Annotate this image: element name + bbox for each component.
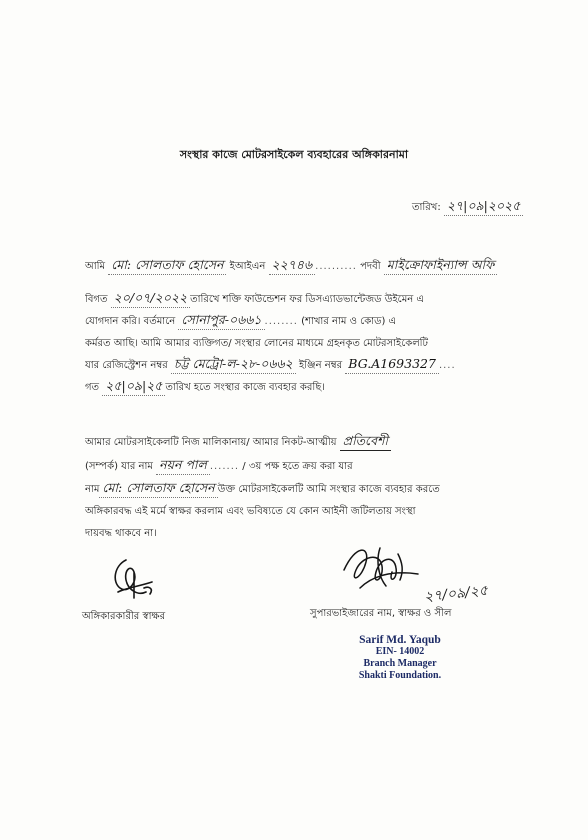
dotted-fill: .......... <box>315 261 357 272</box>
supervisor-stamp <box>330 634 470 682</box>
stamp-organization: Shakti Foundation. <box>358 670 442 681</box>
prefix-text: (সম্পর্ক) যার নাম <box>85 461 153 472</box>
relation-value: প্রতিবেশী <box>340 432 391 451</box>
supervisor-signature-label: সুপারভাইজারের নাম, স্বাক্ষর ও সীল <box>310 608 452 619</box>
line-text: / ৩য় পক্ষ হতে ক্রয় করা যার <box>242 461 353 472</box>
line-text: (শাখার নাম ও কোড) এ <box>301 316 397 327</box>
para2-line4 <box>85 501 517 523</box>
line-text: দায়বদ্ধ থাকবে না। <box>85 528 157 539</box>
buyer-name: মো: সোলতাফ হোসেন <box>99 479 217 498</box>
date-label: তারিখ: <box>412 202 441 213</box>
para1-line3 <box>85 311 517 333</box>
branch-name-code: সোনাপুর-০৬৬১ <box>178 311 264 330</box>
applicant-signature <box>104 552 164 604</box>
stamp-position: Branch Manager <box>363 658 437 669</box>
stamp-name: Sarif Md. Yaqub <box>359 634 441 646</box>
prefix-text: যার রেজিস্ট্রেশন নম্বর <box>85 360 168 371</box>
supervisor-signature-date: ২৭/০৯/২৫ <box>423 582 489 606</box>
owner-name: নয়ন পাল <box>156 456 210 475</box>
joining-date: ২০/০৭/২০২২ <box>111 289 190 308</box>
dotted-fill: ........ <box>264 316 298 327</box>
dotted-fill: ....... <box>209 461 240 472</box>
stamp-ein: EIN- 14002 <box>375 646 425 657</box>
para1-line5 <box>85 355 517 377</box>
line-text: অঙ্গিকারবদ্ধ এই মর্মে স্বাক্ষর করলাম এবং ভবিষ্যতে যে কোন আইনী জটিলতায় সংস্থা <box>85 506 416 517</box>
usage-start-date: ২৫|০৯|২৫ <box>102 377 165 396</box>
para1-line4 <box>85 333 517 355</box>
para2-line3 <box>85 479 517 501</box>
employee-name: মো: সোলতাফ হোসেন <box>108 256 226 275</box>
employee-designation: মাইক্রোফাইন্যান্স অফি <box>384 256 498 275</box>
date-row <box>412 196 523 220</box>
line-text: কর্মরত আছি। আমি আমার ব্যক্তিগত/ সংস্থার লোনের মাধ্যমে গ্রহনকৃত মোটরসাইকেলটি <box>85 338 428 349</box>
line-text: আমার মোটরসাইকেলটি নিজ মালিকানায়/ আমার নিকট-আত্মীয় <box>85 437 337 448</box>
prefix-text: নাম <box>85 484 100 495</box>
document-title: সংস্থার কাজে মোটরসাইকেল ব্যবহারের অঙ্গিকারনামা <box>179 148 409 161</box>
supervisor-signature <box>336 540 426 596</box>
para1-line6 <box>85 377 517 399</box>
prefix-text: আমি <box>85 261 106 272</box>
line-text: উক্ত মোটরসাইকেলটি আমি সংস্থার কাজে ব্যবহার করতে <box>217 484 440 495</box>
engine-number: BG.A1693327 <box>345 355 439 374</box>
designation-label: পদবী <box>360 261 381 272</box>
ein-label: ইআইএন <box>229 261 266 272</box>
para1-line2 <box>85 289 517 311</box>
engine-label: ইঞ্জিন নম্বর <box>298 360 343 371</box>
line-text: তারিখে শক্তি ফাউন্ডেশন ফর ডিসএ্যাডভান্টেজড উইমেন এ <box>190 294 425 305</box>
prefix-text: বিগত <box>85 294 108 305</box>
applicant-signature-label: অঙ্গিকারকারীর স্বাক্ষর <box>82 611 166 622</box>
line-text: তারিখ হতে সংস্থার কাজে ব্যবহার করছি। <box>165 382 325 393</box>
para1-line1 <box>85 256 588 278</box>
registration-number: চট্ট মেট্রো-ল-২৮-০৬৬২ <box>171 355 296 374</box>
date-value: ২৭|০৯|২০২৫ <box>444 197 523 216</box>
prefix-text: গত <box>85 382 100 393</box>
dotted-fill: .... <box>438 360 456 371</box>
para2-line1 <box>85 432 517 454</box>
prefix-text: যোগদান করি। বর্তমানে <box>85 316 176 327</box>
para2-line5 <box>85 523 517 545</box>
employee-ein: ২২৭৪৬ <box>269 256 316 275</box>
para2-line2 <box>85 456 517 478</box>
